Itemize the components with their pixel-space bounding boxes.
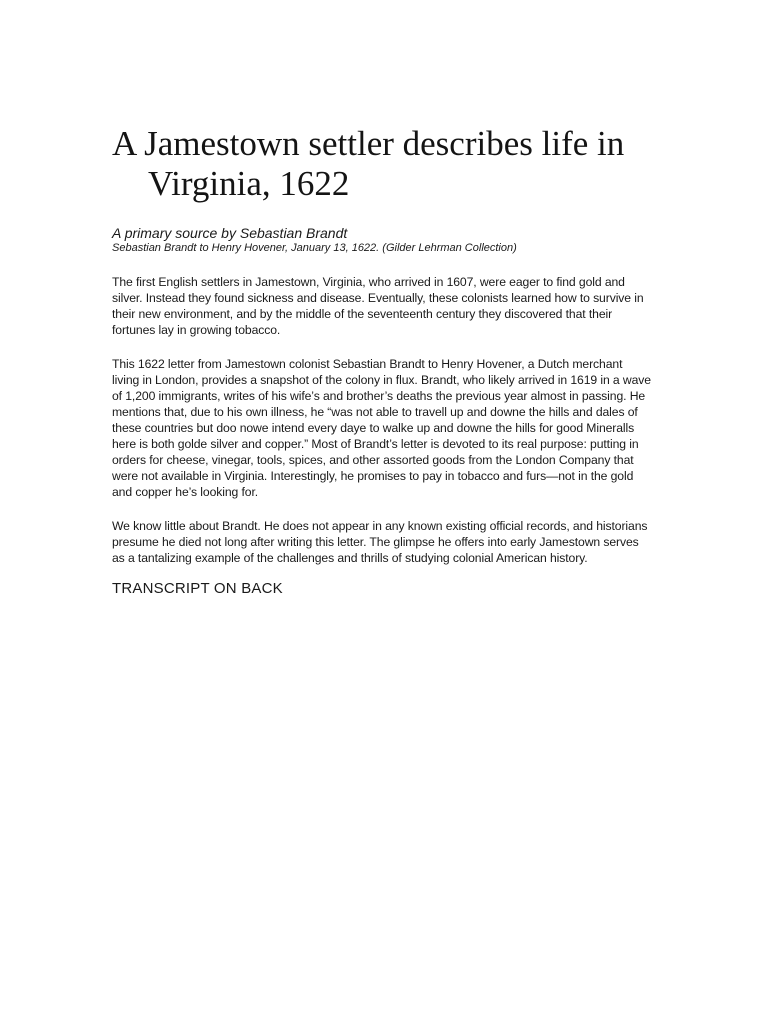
paragraph-intro: The first English settlers in Jamestown, Virginia, who arrived in 1607, were eager to find gold and silver. Instead they found sickness and disease. Eventually, these colonists learned how to survive in their new environment, and by the middle of the seventeenth century they discovered that their fortunes lay in growing tobacco. [112, 275, 644, 337]
paragraph-letter-summary: This 1622 letter from Jamestown colonist Sebastian Brandt to Henry Hovener, a Dutch merchant living in London, provides a snapshot of the colony in flux. Brandt, who likely arrived in 1619 in a wave of 1,200 immigrants, writes of his wife’s and brother’s deaths the previous year almost in passing. He mentions that, due to his own illness, he “was not able to travell up and downe the hills and dales of these countries but doo nowe intend every daye to walke up and downe the hills for good Mineralls here is both golde silver and copper.” Most of Brandt’s letter is devoted to its real purpose: putting in orders for cheese, vinegar, tools, spices, and other assorted goods from the London Company that were not available in Virginia. Interestingly, he promises to pay in tobacco and furs—not in the gold and copper he’s looking for. [112, 357, 651, 499]
page-title: A Jamestown settler describes life in Virginia, 1622 [112, 124, 625, 203]
subtitle: A primary source by Sebastian Brandt [112, 225, 348, 241]
paragraph-about-brandt: We know little about Brandt. He does not appear in any known existing official records, and historians presume he died not long after writing this letter. The glimpse he offers into early Jamestown serves as a tantalizing example of the challenges and thrills of studying colonial American history. [112, 519, 648, 565]
citation: Sebastian Brandt to Henry Hovener, January 13, 1622. (Gilder Lehrman Collection) [112, 242, 517, 254]
document-content [112, 124, 652, 598]
transcript-note: TRANSCRIPT ON BACK [112, 580, 283, 597]
